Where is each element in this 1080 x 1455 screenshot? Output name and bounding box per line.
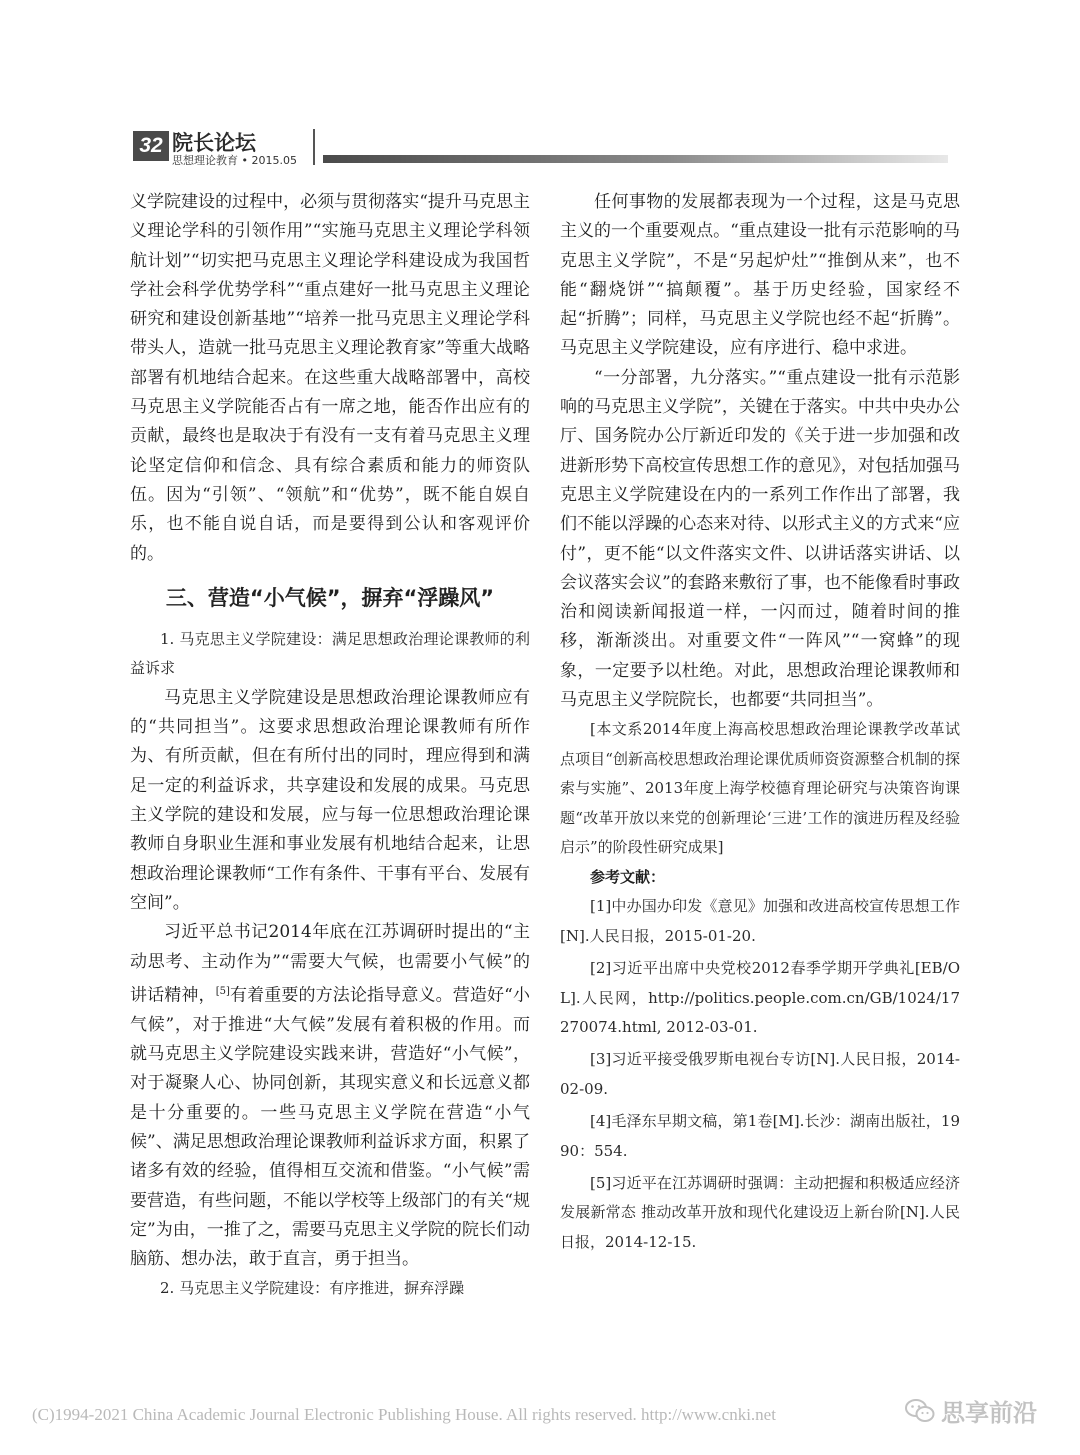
references-heading: 参考文献： bbox=[590, 868, 666, 887]
subsection-heading: 2. 马克思主义学院建设：有序推进，摒弃浮躁 bbox=[160, 1279, 465, 1298]
reference-item: [2]习近平出席中央党校2012春季学期开学典礼[EB/OL].人民网，http://politics.people.com.cn/GB/1024/17270074.html, 2012-03-01. bbox=[560, 959, 960, 1036]
header-divider bbox=[313, 129, 315, 165]
paragraph: “一分部署，九分落实。”“重点建设一批有示范影响的马克思主义学院”，关键在于落实。中共中央办公厅、国务院办公厅新近印发的《关于进一步加强和改进新形势下高校宣传思想工作的意见》，对包括加强马克思主义学院建设在内的一系列工作作出了部署，我们不能以浮躁的心态来对待、以形式主义的方式来“应付”，更不能“以文件落实文件、以讲话落实讲话、以会议落实会议”的套路来敷衍了事，也不能像看时事政治和阅读新闻报道一样，一闪而过，随着时间的推移，渐渐淡出。对重要文件“一阵风”“一窝蜂”的现象，一定要予以杜绝。对此，思想政治理论课教师和马克思主义学院院长，也都要“共同担当”。 bbox=[560, 367, 960, 711]
page-header bbox=[133, 127, 948, 167]
paragraph-text: 习近平总书记2014年底在江苏调研时提出的“主动思考、主动作为”“需要大气候，也需要小气候”的讲话精神， bbox=[130, 922, 530, 1006]
page-number: 32 bbox=[133, 131, 169, 161]
funding-note: [本文系2014年度上海高校思想政治理论课教学改革试点项目“创新高校思想政治理论课优质师资资源整合机制的探索与实施”、2013年度上海学校德育理论研究与决策咨询课题“改革开放以来党的创新理论‘三进’工作的演进历程及经验启示”的阶段性研究成果] bbox=[560, 720, 960, 856]
paragraph: 马克思主义学院建设是思想政治理论课教师应有的“共同担当”。这要求思想政治理论课教师有所作为、有所贡献，但在有所付出的同时，理应得到和满足一定的利益诉求，共享建设和发展的成果。马克思主义学院的建设和发展，应与每一位思想政治理论课教师自身职业生涯和事业发展有机地结合起来，让思想政治理论课教师“工作有条件、干事有平台、发展有空间”。 bbox=[130, 687, 530, 913]
paragraph: 义学院建设的过程中，必须与贯彻落实“提升马克思主义理论学科的引领作用”“实施马克思主义理论学科领航计划”“切实把马克思主义理论学科建设成为我国哲学社会科学优势学科”“重点建好一批马克思主义理论研究和建设创新基地”“培养一批马克思主义理论学科带头人，造就一批马克思主义理论教育家”等重大战略部署有机地结合起来。在这些重大战略部署中，高校马克思主义学院能否占有一席之地，能否作出应有的贡献，最终也是取决于有没有一支有着马克思主义理论坚定信仰和信念、具有综合素质和能力的师资队伍。因为“引领”、“领航”和“优势”，既不能自娱自乐，也不能自说自话，而是要得到公认和客观评价的。 bbox=[130, 192, 530, 564]
header-gradient-bar bbox=[323, 155, 948, 163]
section-heading: 三、营造“小气候”，摒弃“浮躁风” bbox=[165, 585, 495, 610]
paragraph bbox=[130, 918, 530, 1274]
watermark bbox=[905, 1393, 1037, 1428]
paragraph: 任何事物的发展都表现为一个过程，这是马克思主义的一个重要观点。“重点建设一批有示范影响的马克思主义学院”，不是“另起炉灶”“推倒从来”，也不能“翻烧饼”“搞颠覆”。基于历史经验，国家经不起“折腾”；同样，马克思主义学院也经不起“折腾”。马克思主义学院建设，应有序进行、稳中求进。 bbox=[560, 192, 960, 359]
right-column bbox=[560, 188, 960, 1260]
reference-item: [4]毛泽东早期文稿，第1卷[M].长沙：湖南出版社，1990：554. bbox=[560, 1112, 960, 1160]
journal-issue: 思想理论教育 • 2015.05 bbox=[172, 154, 297, 167]
paragraph-text: 有着重要的方法论指导意义。营造好“小气候”，对于推进“大气候”发展有着积极的作用。而就马克思主义学院建设实践来讲，营造好“小气候”，对于凝聚人心、协同创新，其现实意义和长远意义都是十分重要的。一些马克思主义学院在营造“小气候”、满足思想政治理论课教师利益诉求方面，积累了诸多有效的经验，值得相互交流和借鉴。“小气候”需要营造，有些问题，不能以学校等上级部门的有关“规定”为由，一推了之，需要马克思主义学院的院长们动脑筋、想办法，敢于直言，勇于担当。 bbox=[130, 985, 530, 1270]
citation-5: [5] bbox=[215, 985, 230, 997]
column-title: 院长论坛 bbox=[172, 131, 256, 155]
reference-item: [5]习近平在江苏调研时强调：主动把握和积极适应经济发展新常态 推动改革开放和现代化建设迈上新台阶[N].人民日报，2014-12-15. bbox=[560, 1174, 960, 1251]
left-column bbox=[130, 188, 530, 1304]
reference-item: [3]习近平接受俄罗斯电视台专访[N].人民日报，2014-02-09. bbox=[560, 1050, 960, 1098]
subsection-heading: 1. 马克思主义学院建设：满足思想政治理论课教师的利益诉求 bbox=[130, 629, 530, 678]
watermark-text: 思享前沿 bbox=[941, 1399, 1037, 1427]
wechat-icon bbox=[905, 1398, 935, 1424]
reference-item: [1]中办国办印发《意见》加强和改进高校宣传思想工作[N].人民日报，2015-01-20. bbox=[560, 897, 960, 945]
copyright-footer: (C)1994-2021 China Academic Journal Electronic Publishing House. All rights reserved. http://www.cnki.net bbox=[32, 1405, 776, 1424]
